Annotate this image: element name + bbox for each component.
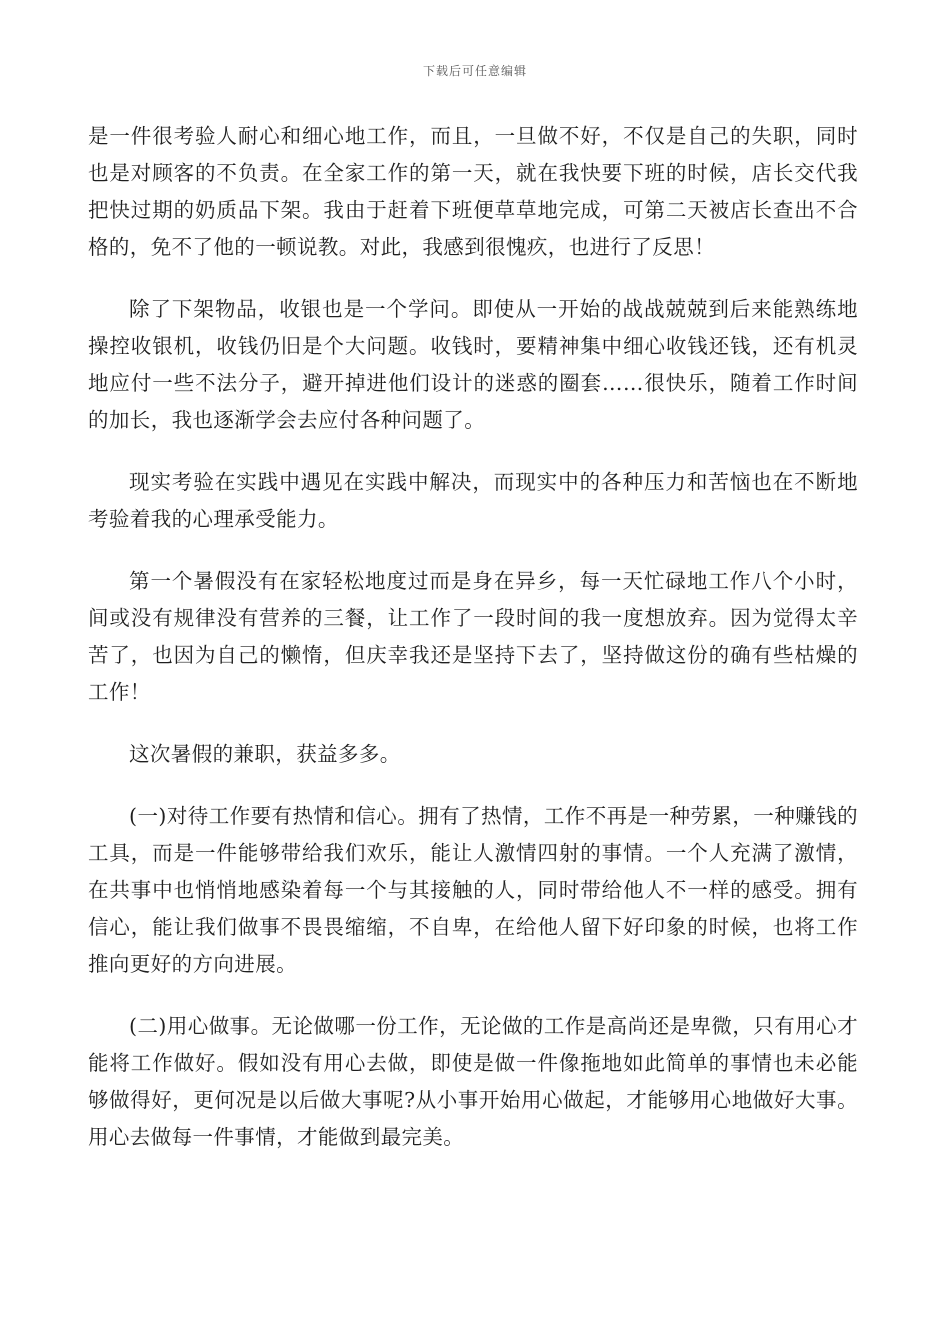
paragraph-4: 第一个暑假没有在家轻松地度过而是身在异乡，每一天忙碌地工作八个小时，间或没有规律没有营养的三餐，让工作了一段时间的我一度想放弃。因为觉得太辛苦了，也因为自己的懒惰，但庆幸我还是坚持下去了，坚持做这份的确有些枯燥的工作！ (88, 569, 858, 704)
paragraph-1: 是一件很考验人耐心和细心地工作，而且，一旦做不好，不仅是自己的失职，同时也是对顾客的不负责。在全家工作的第一天，就在我快要下班的时候，店长交代我把快过期的奶质品下架。我由于赶着下班便草草地完成，可第二天被店长查出不合格的，免不了他的一顿说教。对此，我感到很愧疚，也进行了反思！ (88, 124, 858, 259)
paragraph-5: 这次暑假的兼职，获益多多。 (129, 742, 401, 766)
paragraph-2: 除了下架物品，收银也是一个学问。即使从一开始的战战兢兢到后来能熟练地操控收银机，收钱仍旧是个大问题。收钱时，要精神集中细心收钱还钱，还有机灵地应付一些不法分子，避开掉进他们设计的迷惑的圈套……很快乐，随着工作时间的加长，我也逐渐学会去应付各种问题了。 (88, 297, 858, 432)
paragraph-6: (一)对待工作要有热情和信心。拥有了热情，工作不再是一种劳累，一种赚钱的工具，而是一件能够带给我们欢乐，能让人激情四射的事情。一个人充满了激情，在共事中也悄悄地感染着每一个与其接触的人，同时带给他人不一样的感受。拥有信心，能让我们做事不畏畏缩缩，不自卑，在给他人留下好印象的时候，也将工作推向更好的方向进展。 (88, 804, 858, 976)
document-body (88, 118, 858, 1181)
paragraph-7: (二)用心做事。无论做哪一份工作，无论做的工作是高尚还是卑微，只有用心才能将工作做好。假如没有用心去做，即使是做一件像拖地如此简单的事情也未必能够做得好，更何况是以后做大事呢?从小事开始用心做起，才能够用心地做好大事。用心去做每一件事情，才能做到最完美。 (88, 1014, 858, 1149)
paragraph-3: 现实考验在实践中遇见在实践中解决，而现实中的各种压力和苦恼也在不断地考验着我的心理承受能力。 (88, 470, 858, 531)
page-header-note: 下载后可任意编辑 (422, 64, 527, 78)
